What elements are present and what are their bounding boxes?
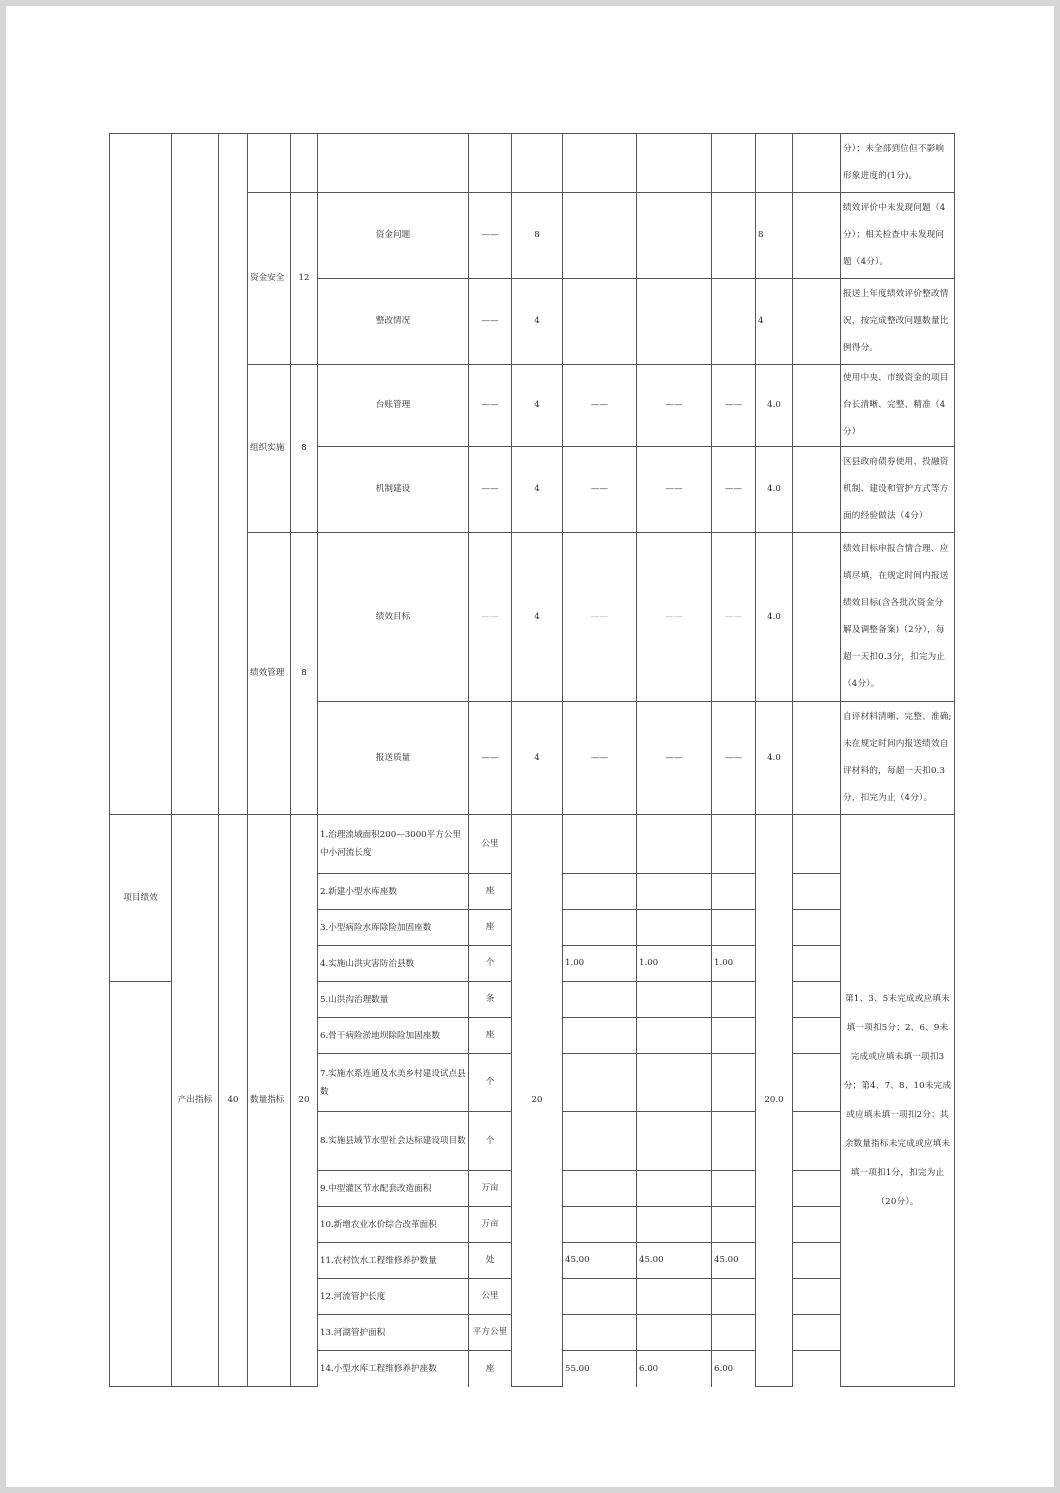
indicator-quantity-score: 20 bbox=[291, 815, 318, 1387]
value-dash: —— bbox=[563, 447, 637, 533]
item-weight: 4 bbox=[512, 702, 563, 815]
quantity-item-value-2 bbox=[637, 910, 712, 946]
indicator-org-score: 8 bbox=[291, 365, 318, 533]
quantity-item-value-3 bbox=[712, 982, 756, 1018]
quantity-item-value-2 bbox=[637, 874, 712, 910]
quantity-item-value-2 bbox=[637, 1054, 712, 1112]
scoring-rule-continued: 分）；未全部到位但不影响形象进度的(1分)。 bbox=[841, 134, 955, 193]
quantity-item-name: 5.山洪沟治理数量 bbox=[318, 982, 469, 1018]
quantity-item-unit: 座 bbox=[469, 1018, 512, 1054]
value-dash: —— bbox=[712, 365, 756, 447]
item-weight: 8 bbox=[512, 193, 563, 279]
quantity-item-value-1 bbox=[563, 1315, 637, 1351]
item-rectify: 整改情况 bbox=[318, 279, 469, 365]
quantity-item-value-2 bbox=[637, 1315, 712, 1351]
level1-output-indicator: 产出指标 bbox=[172, 815, 219, 1387]
quantity-item-name: 3.小型病险水库除险加固座数 bbox=[318, 910, 469, 946]
value-dash: —— bbox=[563, 365, 637, 447]
quantity-item-value-3: 6.00 bbox=[712, 1351, 756, 1387]
indicator-org: 组织实施 bbox=[248, 365, 291, 533]
indicator-quantity: 数量指标 bbox=[248, 815, 291, 1387]
quantity-item-name: 4.实施山洪灾害防治县数 bbox=[318, 946, 469, 982]
scoring-rule: 使用中央、市级资金的项目台长清晰、完整、精准（4分） bbox=[841, 365, 955, 447]
quantity-item-name: 1.治理流域面积200—3000平方公里中小河流长度 bbox=[318, 815, 469, 874]
quantity-item-value-1 bbox=[563, 1279, 637, 1315]
quantity-total-score: 20.0 bbox=[756, 815, 793, 1387]
quantity-item-value-2 bbox=[637, 982, 712, 1018]
quantity-item-value-1 bbox=[563, 1054, 637, 1112]
item-score: 4.0 bbox=[756, 533, 793, 702]
quantity-item-value-3 bbox=[712, 1279, 756, 1315]
value-dash: —— bbox=[637, 702, 712, 815]
value-dash: —— bbox=[712, 533, 756, 702]
quantity-item-name: 13.河湖管护面积 bbox=[318, 1315, 469, 1351]
quantity-item-value-2 bbox=[637, 1171, 712, 1207]
level1-output-score: 40 bbox=[219, 815, 248, 1387]
item-score: 4.0 bbox=[756, 365, 793, 447]
quantity-item-unit: 个 bbox=[469, 946, 512, 982]
quantity-item-value-3 bbox=[712, 1112, 756, 1171]
scoring-rule: 自评材料清晰、完整、准确;未在规定时间内报送绩效自评材料的，每超一天扣0.3分，扣完为止（4分）。 bbox=[841, 702, 955, 815]
quantity-item-value-3: 45.00 bbox=[712, 1243, 756, 1279]
quantity-item-value-2 bbox=[637, 1207, 712, 1243]
quantity-item-unit: 个 bbox=[469, 1054, 512, 1112]
quantity-item-unit: 公里 bbox=[469, 815, 512, 874]
quantity-item-value-1 bbox=[563, 874, 637, 910]
quantity-item-unit: 座 bbox=[469, 874, 512, 910]
quantity-item-value-3 bbox=[712, 1171, 756, 1207]
quantity-item-name: 12.河流管护长度 bbox=[318, 1279, 469, 1315]
quantity-item-value-1 bbox=[563, 1171, 637, 1207]
quantity-item-name: 10.新增农业水价综合改革面积 bbox=[318, 1207, 469, 1243]
item-report-quality: 报送质量 bbox=[318, 702, 469, 815]
item-score: 4.0 bbox=[756, 447, 793, 533]
quantity-item-value-2: 1.00 bbox=[637, 946, 712, 982]
quantity-item-name: 14.小型水库工程维修养护座数 bbox=[318, 1351, 469, 1387]
quantity-item-value-1 bbox=[563, 982, 637, 1018]
value-dash: —— bbox=[637, 365, 712, 447]
item-score: 4 bbox=[756, 279, 793, 365]
indicator-fund-safety-score: 12 bbox=[291, 193, 318, 365]
quantity-item-value-3 bbox=[712, 874, 756, 910]
quantity-item-value-2 bbox=[637, 1279, 712, 1315]
unit-dash: —— bbox=[469, 365, 512, 447]
quantity-item-value-3 bbox=[712, 1054, 756, 1112]
quantity-item-value-1: 55.00 bbox=[563, 1351, 637, 1387]
item-weight: 4 bbox=[512, 533, 563, 702]
quantity-item-value-3: 1.00 bbox=[712, 946, 756, 982]
quantity-item-name: 9.中型灌区节水配套改造面积 bbox=[318, 1171, 469, 1207]
scoring-rule: 绩效目标申报合情合理、应填尽填，在规定时间内报送绩效目标(含各批次资金分解及调整备案)（2分），每超一天扣0.3分，扣完为止（4分）。 bbox=[841, 533, 955, 702]
quantity-item-name: 2.新建小型水库座数 bbox=[318, 874, 469, 910]
quantity-item-unit: 座 bbox=[469, 910, 512, 946]
value-dash: —— bbox=[712, 447, 756, 533]
unit-dash: —— bbox=[469, 193, 512, 279]
quantity-item-unit: 公里 bbox=[469, 1279, 512, 1315]
scoring-rule: 报送上年度绩效评价整改情况，按完成整改问题数量比例得分。 bbox=[841, 279, 955, 365]
value-dash: —— bbox=[637, 447, 712, 533]
document-page bbox=[6, 6, 1054, 1487]
item-ledger: 台账管理 bbox=[318, 365, 469, 447]
item-score: 4.0 bbox=[756, 702, 793, 815]
value-dash: —— bbox=[712, 702, 756, 815]
quantity-item-name: 8.实施县域节水型社会达标建设项目数 bbox=[318, 1112, 469, 1171]
quantity-item-value-3 bbox=[712, 815, 756, 874]
level1-cell-empty bbox=[110, 982, 172, 1387]
quantity-item-value-3 bbox=[712, 1207, 756, 1243]
unit-dash: —— bbox=[469, 702, 512, 815]
unit-dash: —— bbox=[469, 279, 512, 365]
quantity-item-value-3 bbox=[712, 1315, 756, 1351]
quantity-item-value-1 bbox=[563, 910, 637, 946]
quantity-item-value-1 bbox=[563, 1112, 637, 1171]
quantity-item-value-2 bbox=[637, 1112, 712, 1171]
item-fund-issue: 资金问题 bbox=[318, 193, 469, 279]
quantity-item-value-3 bbox=[712, 1018, 756, 1054]
quantity-item-unit: 平方公里 bbox=[469, 1315, 512, 1351]
level1-weight-cell-empty bbox=[219, 134, 248, 815]
quantity-item-unit: 条 bbox=[469, 982, 512, 1018]
quantity-item-value-1: 1.00 bbox=[563, 946, 637, 982]
quantity-item-value-2 bbox=[637, 1018, 712, 1054]
quantity-item-value-1: 45.00 bbox=[563, 1243, 637, 1279]
quantity-weight: 20 bbox=[512, 815, 563, 1387]
item-weight: 4 bbox=[512, 447, 563, 533]
item-weight: 4 bbox=[512, 279, 563, 365]
quantity-item-value-1 bbox=[563, 815, 637, 874]
quantity-item-value-2: 6.00 bbox=[637, 1351, 712, 1387]
unit-dash: —— bbox=[469, 447, 512, 533]
value-dash: —— bbox=[563, 533, 637, 702]
quantity-item-value-3 bbox=[712, 910, 756, 946]
quantity-item-unit: 万亩 bbox=[469, 1207, 512, 1243]
quantity-item-value-1 bbox=[563, 1018, 637, 1054]
item-perf-goal: 绩效目标 bbox=[318, 533, 469, 702]
value-dash: —— bbox=[563, 702, 637, 815]
indicator-perf-mgmt: 绩效管理 bbox=[248, 533, 291, 815]
quantity-item-unit: 万亩 bbox=[469, 1171, 512, 1207]
quantity-item-value-1 bbox=[563, 1207, 637, 1243]
quantity-item-value-2 bbox=[637, 815, 712, 874]
quantity-item-unit: 处 bbox=[469, 1243, 512, 1279]
scoring-rule: 绩效评价中未发现问题（4分）；相关检查中未发现问题（4分）。 bbox=[841, 193, 955, 279]
quantity-item-name: 6.骨干病险淤地坝除险加固座数 bbox=[318, 1018, 469, 1054]
scoring-rule: 区县政府债券使用、投融资机制、建设和管护方式等方面的经验做法（4分） bbox=[841, 447, 955, 533]
level1-project-performance: 项目绩效 bbox=[110, 815, 172, 982]
quantity-scoring-rule: 第1、3、5未完成或应填未填一项扣5分；2、6、9未完成或应填未填一项扣3分；第4、7、8、10未完成或应填未填一项扣2分；其余数量指标未完成或应填未填一项扣1分，扣完为止（20分）。 bbox=[841, 815, 955, 1387]
quantity-item-value-2: 45.00 bbox=[637, 1243, 712, 1279]
item-weight: 4 bbox=[512, 365, 563, 447]
performance-evaluation-table bbox=[109, 133, 955, 1387]
indicator-perf-mgmt-score: 8 bbox=[291, 533, 318, 815]
value-dash: —— bbox=[637, 533, 712, 702]
unit-dash: —— bbox=[469, 533, 512, 702]
quantity-item-unit: 座 bbox=[469, 1351, 512, 1387]
level1-score-cell-empty bbox=[172, 134, 219, 815]
indicator-fund-safety: 资金安全 bbox=[248, 193, 291, 365]
item-mechanism: 机制建设 bbox=[318, 447, 469, 533]
level1-cell-empty bbox=[110, 134, 172, 815]
quantity-item-name: 11.农村饮水工程维修养护数量 bbox=[318, 1243, 469, 1279]
quantity-item-unit: 个 bbox=[469, 1112, 512, 1171]
item-score: 8 bbox=[756, 193, 793, 279]
quantity-item-name: 7.实施水系连通及水美乡村建设试点县数 bbox=[318, 1054, 469, 1112]
